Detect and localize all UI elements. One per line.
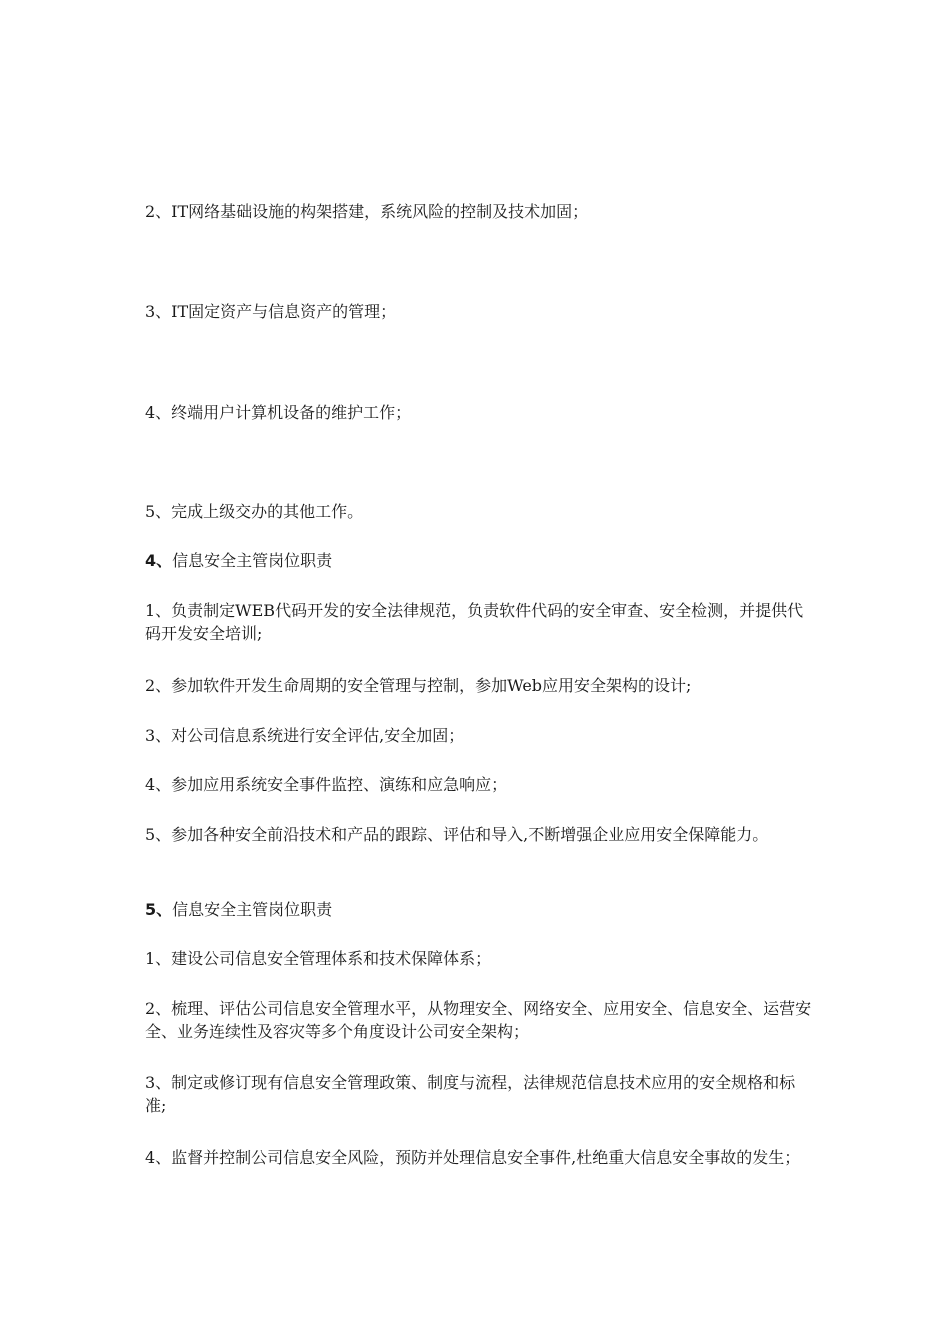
section-number: 5、	[145, 900, 173, 919]
section-title: 信息安全主管岗位职责	[172, 551, 333, 570]
section-title: 信息安全主管岗位职责	[172, 900, 333, 919]
list-item: 3、对公司信息系统进行安全评估,安全加固；	[145, 726, 465, 745]
list-item: 2、梳理、评估公司信息安全管理水平，从物理安全、网络安全、应用安全、信息安全、运营安全、业务连续性及容灾等多个角度设计公司安全架构；	[145, 999, 812, 1041]
list-item: 1、建设公司信息安全管理体系和技术保障体系；	[145, 949, 492, 968]
list-item: 4、监督并控制公司信息安全风险，预防并处理信息安全事件,杜绝重大信息安全事故的发生；	[145, 1148, 801, 1167]
list-item: 2、IT网络基础设施的构架搭建，系统风险的控制及技术加固；	[145, 202, 589, 221]
list-item: 1、负责制定WEB代码开发的安全法律规范，负责软件代码的安全审查、安全检测，并提供代码开发安全培训;	[145, 601, 804, 643]
list-item: 4、参加应用系统安全事件监控、演练和应急响应；	[145, 775, 508, 794]
list-item: 3、制定或修订现有信息安全管理政策、制度与流程，法律规范信息技术应用的安全规格和标准;	[145, 1073, 796, 1115]
list-item: 2、参加软件开发生命周期的安全管理与控制，参加Web应用安全架构的设计;	[145, 676, 692, 695]
list-item: 4、终端用户计算机设备的维护工作；	[145, 403, 412, 422]
section-heading	[145, 549, 815, 572]
list-item: 5、参加各种安全前沿技术和产品的跟踪、评估和导入,不断增强企业应用安全保障能力。	[145, 825, 769, 844]
list-item: 5、完成上级交办的其他工作。	[145, 502, 364, 521]
section-heading	[145, 898, 815, 921]
list-item: 3、IT固定资产与信息资产的管理；	[145, 302, 397, 321]
section-number: 4、	[145, 551, 173, 570]
